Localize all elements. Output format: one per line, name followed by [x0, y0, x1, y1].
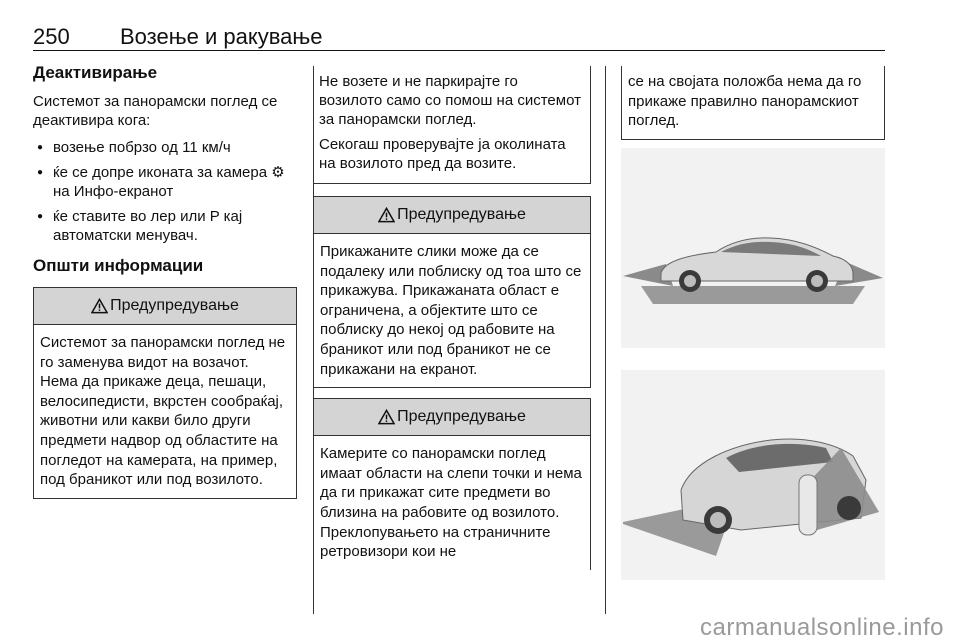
warning-text: Прикажаните слики може да се подалеку или поблиску од тоа што се прикажува. Прикажаната област е ограничена, а објектите што се поблиску до некој од рабовите на браникот или под браникот не се прикажани на екранот. — [320, 243, 582, 378]
watermark: carmanualsonline.info — [700, 614, 944, 641]
general-info-heading: Општи информации — [33, 256, 204, 275]
header-rule — [33, 50, 885, 51]
warning-header — [314, 196, 590, 234]
warning-text: се на својата положба нема да го прикаже правилно панорамскиот поглед. — [628, 73, 862, 130]
warning-triangle-icon — [91, 298, 108, 314]
car-side-drawing — [621, 148, 885, 348]
list-item: ● ќе ставите во лер или P кај автоматски менувач. — [33, 207, 297, 245]
warning-title: Предупредување — [397, 206, 526, 223]
column-divider — [605, 66, 606, 614]
deactivation-list — [33, 138, 297, 245]
warning-triangle-icon — [378, 207, 395, 223]
list-item: ● возење побрзо од 11 км/ч — [33, 138, 297, 157]
column-right — [621, 66, 885, 140]
car-blind-spot-illustration — [621, 370, 885, 580]
warning-triangle-icon — [378, 409, 395, 425]
warning-header — [34, 287, 296, 325]
warning-text: Камерите со панорамски поглед имаат области на слепи точки и нема да ги прикажат сите предмети во близина на рабовите од возилото. Преклопувањето на страничните ретровизори кои не — [320, 445, 582, 561]
deactivation-heading: Деактивирање — [33, 63, 158, 82]
warning-box-1 — [33, 287, 297, 499]
warning-box-3 — [313, 398, 591, 570]
column-left — [33, 62, 297, 499]
warning-title: Предупредување — [397, 408, 526, 426]
column-middle — [313, 66, 591, 570]
continuation-paragraph: Секогаш проверувајте ја околината на возилото пред да возите. — [319, 136, 566, 172]
warning-continuation-box — [313, 66, 591, 184]
warning-box-2 — [313, 196, 591, 388]
warning-title: Предупредување — [110, 297, 239, 314]
continuation-paragraph: Не возете и не паркирајте го возилото само со помош на системот за панорамски поглед. — [319, 73, 581, 128]
deactivation-intro: Системот за панорамски поглед се деактивира кога: — [33, 93, 278, 129]
car-front-drawing — [621, 370, 885, 580]
page-number: 250 — [33, 24, 70, 49]
list-item: ● ќе се допре иконата за камера ⚙ на Инфо-екранот — [33, 163, 297, 201]
warning-header — [314, 398, 590, 436]
chapter-title: Возење и ракување — [120, 24, 323, 49]
car-side-camera-illustration — [621, 148, 885, 348]
warning-text: Системот за панорамски поглед не го заменува видот на возачот. Нема да прикаже деца, пешаци, велосипедисти, вкрстен сообраќај, животни или какви било други предмети надвор од областите на погледот на камерата, на пример, под браникот или под возилото. — [40, 334, 286, 489]
warning-continuation-box — [621, 66, 885, 140]
